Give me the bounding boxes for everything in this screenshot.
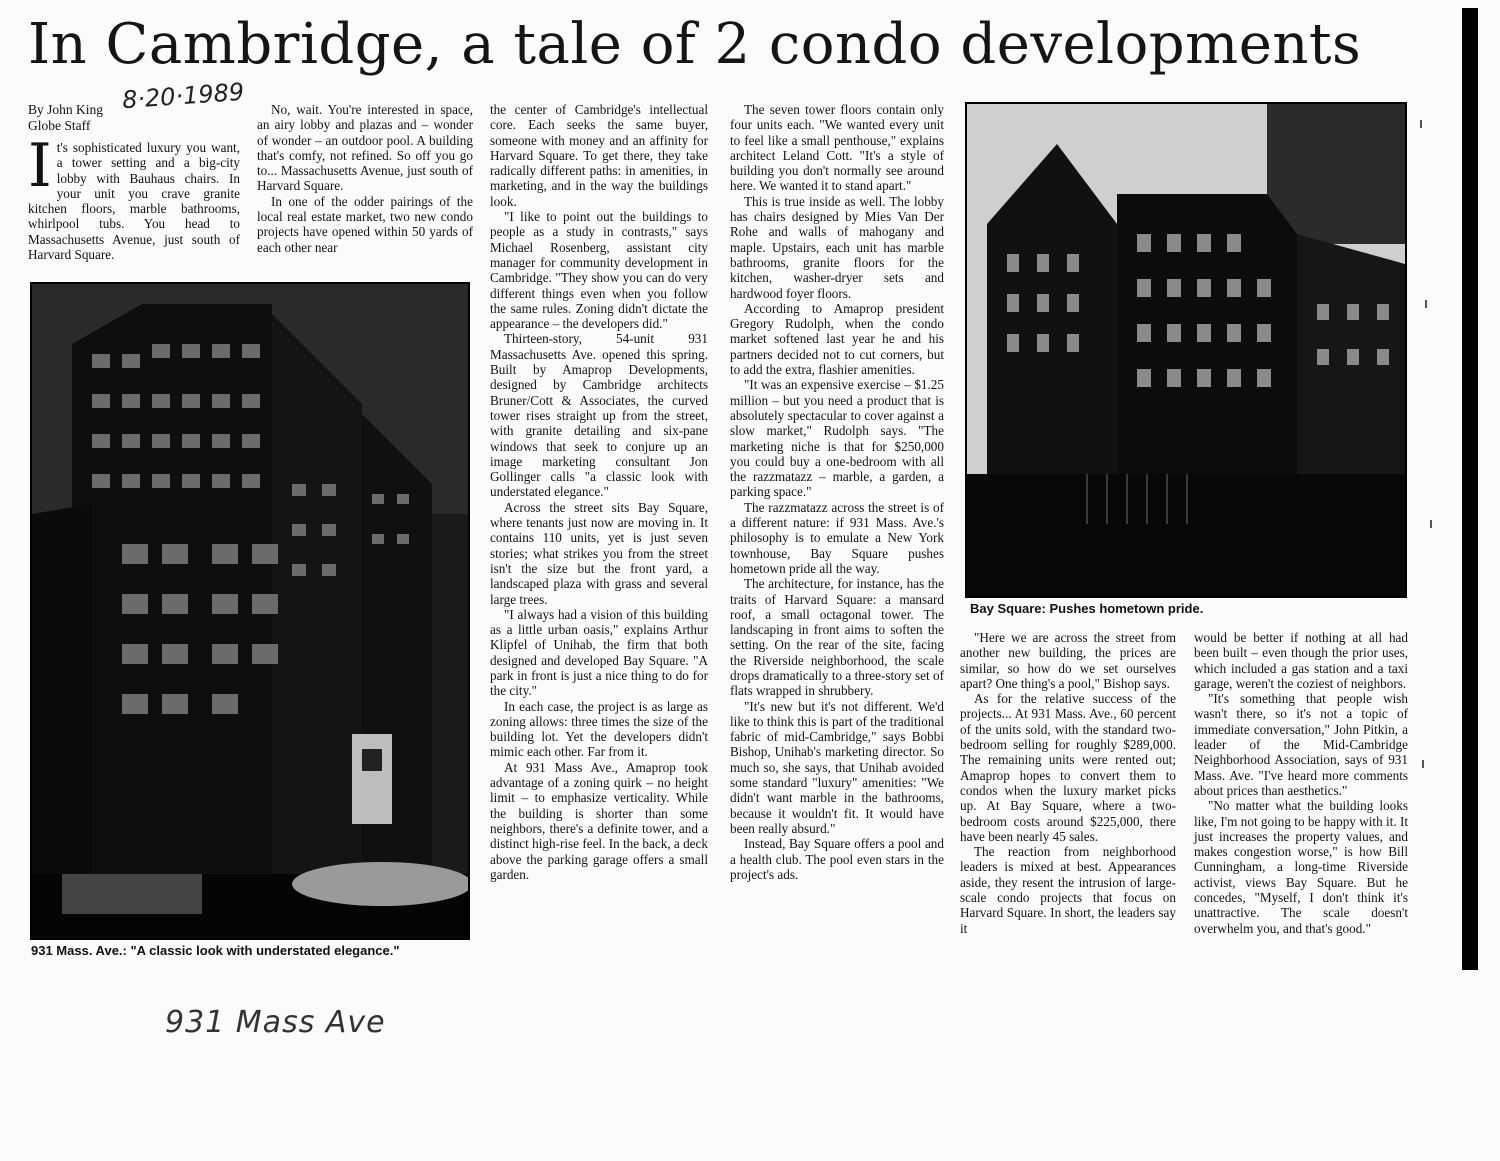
paragraph: No, wait. You're interested in space, an airy lobby and plazas and – wonder of wonder – an outdoor pool. A building that's comfy, not refined. So off you go to... Massachusetts Avenue, just south of Harvard Square.: [257, 102, 473, 194]
drop-cap: I: [28, 131, 52, 201]
article-column-4: [730, 102, 944, 882]
paragraph: "It's new but it's not different. We'd like to think this is part of the traditional fabric of mid-Cambridge," says Bobbi Bishop, Unihab's marketing director. So much so, she says, that Unihab avoided some standard "luxury" amenities: "We didn't want marble in the bathrooms, because it wouldn't fit. It would have been really absurd.": [730, 698, 944, 836]
article-column-2: [257, 102, 473, 255]
article-column-5: [960, 630, 1176, 936]
paragraph: the center of Cambridge's intellectual core. Each seeks the same buyer, someone with money and an affinity for Harvard Square. To get there, they take radically different paths: in amenities, in marketing, and in the way the buildings look.: [490, 102, 708, 209]
paragraph: "No matter what the building looks like, I'm not going to be happy with it. It just increases the property values, and makes congestion worse," is how Bill Cunningham, a long-time Riverside activist, views Bay Square. But he concedes, "Myself, I don't think it's unattractive. The scale doesn't overwhelm you, and that's good.": [1194, 798, 1408, 936]
handwritten-note: 931 Mass Ave: [165, 1005, 386, 1040]
byline: [28, 102, 103, 134]
paragraph: The architecture, for instance, has the traits of Harvard Square: a mansard roof, a small octagonal tower. The landscaping in front aims to soften the setting. On the rear of the site, facing the Riverside neighborhood, the scale drops dramatically to a three-story set of flats wrapped in shrubbery.: [730, 576, 944, 699]
headline: In Cambridge, a tale of 2 condo developments: [28, 12, 1362, 77]
paragraph: "It was an expensive exercise – $1.25 million – but you need a product that is absolutely spectacular to cover against a slow market," Rudolph says. "The marketing niche is that for $250,000 you could buy a one-bedroom with all the razzmatazz – marble, a garden, a parking space.": [730, 377, 944, 500]
paragraph: "It's something that people wish wasn't there, so it's not a topic of immediate conversation," John Pitkin, a leader of the Mid-Cambridge Neighborhood Association, says of 931 Mass. Ave. "I've heard more comments about prices than aesthetics.": [1194, 691, 1408, 798]
scan-speck: [1420, 120, 1422, 128]
lead-paragraph: [28, 131, 240, 263]
paragraph: "I always had a vision of this building as a little urban oasis," explains Arthur Klipfel of Unihab, the firm that both designed and developed Bay Square. "A park in front is just a nice thing to do for the city.": [490, 606, 708, 699]
paragraph: would be better if nothing at all had been built – even though the prior uses, which included a gas station and a taxi garage, weren't the coziest of neighbors.: [1194, 630, 1408, 691]
scan-speck: [1430, 520, 1432, 528]
paragraph: At 931 Mass Ave., Amaprop took advantage of a zoning quirk – no height limit – to emphasize verticality. While the building is shorter than some neighbors, there's a definite tower, and a distinct high-rise feel. In the back, a deck above the parking garage offers a small garden.: [490, 759, 708, 882]
building-photo: [967, 104, 1405, 596]
handwritten-date: 8·20·1989: [121, 77, 245, 115]
paragraph: In each case, the project is as large as zoning allows: three times the size of the building lot. Yet the developers didn't mimic each other. Far from it.: [490, 698, 708, 760]
caption-bay-square: Bay Square: Pushes hometown pride.: [970, 601, 1204, 616]
paragraph: The reaction from neighborhood leaders is mixed at best. Appearances aside, they resent the intrusion of large-scale condo projects that focus on Harvard Square. In short, the leaders say it: [960, 844, 1176, 936]
scan-speck: [1425, 300, 1427, 308]
paragraph: Instead, Bay Square offers a pool and a health club. The pool even stars in the project's ads.: [730, 836, 944, 882]
paragraph: Thirteen-story, 54-unit 931 Massachusetts Ave. opened this spring. Built by Amaprop Developments, designed by Cambridge architects Bruner/Cott & Associates, the curved tower rises straight up from the street, with granite detailing and six-pane windows that seek to conjure up an image marketing consultant Jon Gollinger calls "a classic look with understated elegance.": [490, 331, 708, 500]
paragraph: The seven tower floors contain only four units each. "We wanted every unit to feel like a small penthouse," explains architect Leland Cott. "It's a style of building you don't normally see around here. We wanted it to stand apart.": [730, 102, 944, 194]
byline-author: By John King: [28, 102, 104, 117]
scan-speck: [1422, 760, 1424, 768]
photo-931-mass-ave: [30, 282, 470, 940]
caption-931-mass-ave: 931 Mass. Ave.: "A classic look with understated elegance.": [31, 943, 400, 958]
paragraph: According to Amaprop president Gregory Rudolph, when the condo market softened last year he and his partners decided not to cut corners, but to add the extra, flashier amenities.: [730, 300, 944, 378]
photo-bay-square: [965, 102, 1407, 598]
paragraph: As for the relative success of the projects... At 931 Mass. Ave., 60 percent of the units sold, with the standard two-bedroom selling for roughly $289,000. The remaining units were rented out; Amaprop hopes to convert them to condos when the luxury market picks up. At Bay Square, where a two-bedroom costs around $225,000, there have been nearly 45 sales.: [960, 691, 1176, 844]
paragraph: Across the street sits Bay Square, where tenants just now are moving in. It contains 110 units, yet is just seven stories; what strikes you from the street isn't the size but the front yard, a landscaped plaza with grass and several large trees.: [490, 499, 708, 607]
article-column-6: [1194, 630, 1408, 936]
lead-text: t's sophisticated luxury you want, a tower setting and a big-city lobby with Bauhaus chairs. In your unit you crave granite kitchen floors, marble bathrooms, whirlpool tubs. You head to Massachusetts Avenue, just south of Harvard Square.: [28, 140, 240, 263]
paragraph: "I like to point out the buildings to people as a study in contrasts," says Michael Rosenberg, assistant city manager for community development in Cambridge. "They show you can do very different things even when you follow the same rules. Zoning didn't dictate the appearance – the developers did.": [490, 209, 708, 332]
paragraph: The razzmatazz across the street is of a different nature: if 931 Mass. Ave.'s philosophy is to emulate a New York townhouse, Bay Square pushes hometown pride all the way.: [730, 499, 944, 576]
byline-staff: Globe Staff: [28, 118, 91, 133]
article-column-3: [490, 102, 708, 882]
paragraph: "Here we are across the street from another new building, the prices are similar, so how do we set ourselves apart? One thing's a pool," Bishop says.: [960, 630, 1176, 691]
building-photo: [32, 284, 468, 938]
scan-edge-bar: [1462, 8, 1478, 970]
paragraph: In one of the odder pairings of the local real estate market, two new condo projects have opened within 50 yards of each other near: [257, 193, 473, 255]
paragraph: This is true inside as well. The lobby has chairs designed by Mies Van Der Rohe and walls of mahogany and maple. Upstairs, each unit has marble bathrooms, granite floors for the kitchen, washer-dryer sets and hardwood foyer floors.: [730, 193, 944, 301]
